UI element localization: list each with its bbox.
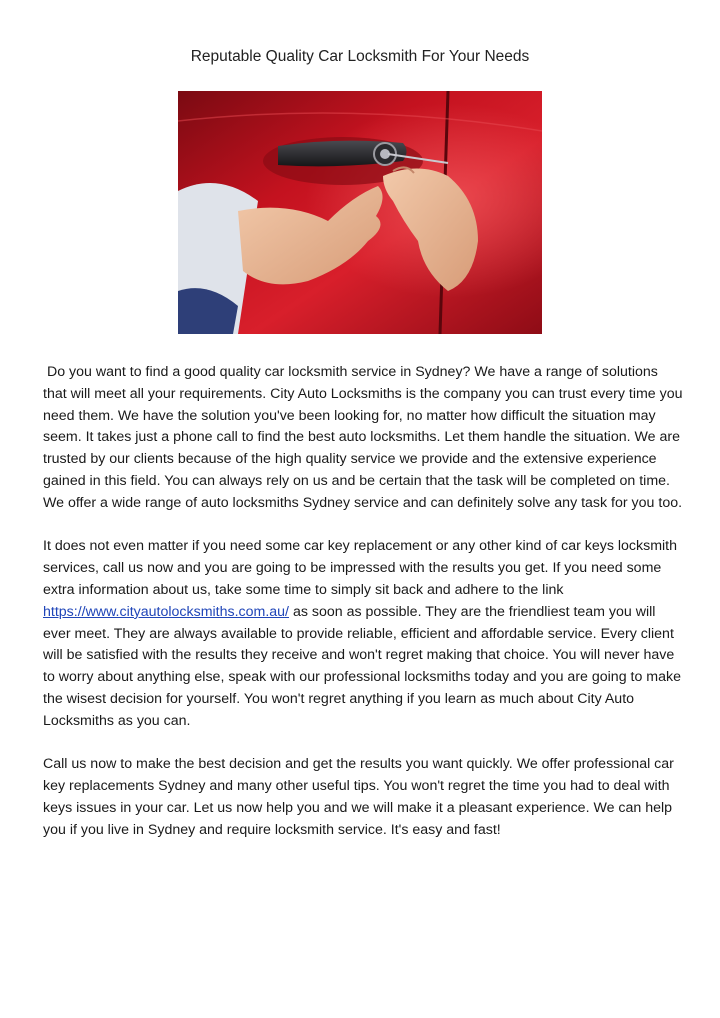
paragraph-2-text-before-link: It does not even matter if you need some car key replacement or any other kind of car keys locksmith services, call us now and you are going to be impressed with the results you get. If you need some extra information about us, take some time to simply sit back and adhere to the link — [43, 538, 678, 598]
paragraph-2-text-after-link: as soon as possible. They are the friendliest team you will ever meet. They are always available to provide reliable, efficient and affordable service. Every client will be satisfied with the results they receive and won't regret making that choice. You will never have to worry about anything else, speak with our professional locksmiths today and you are going to make the wisest decision for yourself. You won't regret anything if you learn as much about City Auto Locksmiths as you can. — [43, 603, 682, 729]
paragraph-1: Do you want to find a good quality car locksmith service in Sydney? We have a range of solutions that will meet all your requirements. City Auto Locksmiths is the company you can trust every time you need them. We have the solution you've been looking for, no matter how difficult the situation may seem. It takes just a phone call to find the best auto locksmiths. Let them handle the situation. We are trusted by our clients because of the high quality service we provide and the extensive experience gained in this field. You can always rely on us and be certain that the task will be completed on time. We offer a wide range of auto locksmiths Sydney service and can definitely solve any task for you too. — [43, 364, 687, 511]
article-body — [43, 362, 687, 863]
page-title: Reputable Quality Car Locksmith For Your Needs — [190, 48, 530, 65]
hero-image — [178, 91, 542, 334]
company-website-link[interactable]: https://www.cityautolocksmiths.com.au/ — [43, 603, 290, 620]
paragraph-2 — [43, 536, 683, 732]
paragraph-3: Call us now to make the best decision and get the results you want quickly. We offer professional car key replacements Sydney and many other useful tips. You won't regret the time you had to deal with keys issues in your car. Let us now help you and we will make it a pleasant experience. We can help you if you live in Sydney and require locksmith service. It's easy and fast! — [43, 756, 674, 838]
